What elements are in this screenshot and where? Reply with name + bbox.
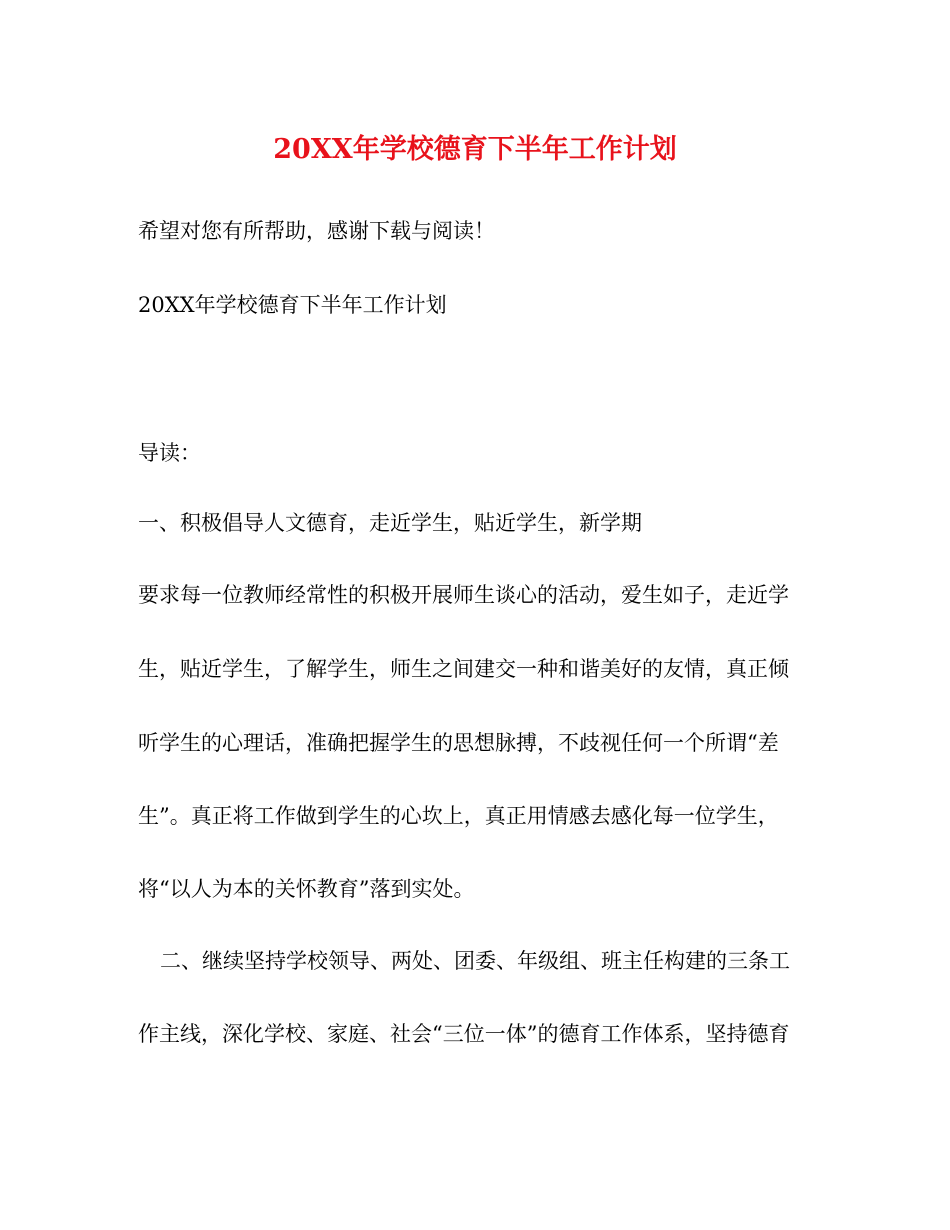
paragraph-line: 生”。真正将工作做到学生的心坎上，真正用情感去感化每一位学生， bbox=[138, 804, 779, 828]
paragraph-line: 听学生的心理话，准确把握学生的思想脉搏，不歧视任何一个所谓“差 bbox=[138, 731, 779, 755]
section-two-heading: 二、继续坚持学校领导、两处、团委、年级组、班主任构建的三条工 bbox=[160, 949, 790, 973]
document-title: 20XX年学校德育下半年工作计划 bbox=[273, 134, 677, 165]
paragraph-line: 作主线，深化学校、家庭、社会“三位一体”的德育工作体系，坚持德育 bbox=[138, 1022, 790, 1046]
intro-thanks-line: 希望对您有所帮助，感谢下载与阅读！ bbox=[138, 219, 495, 243]
paragraph-line: 将“以人为本的关怀教育”落到实处。 bbox=[138, 877, 475, 901]
section-one-heading: 一、积极倡导人文德育，走近学生，贴近学生，新学期 bbox=[138, 511, 642, 535]
paragraph-line: 要求每一位教师经常性的积极开展师生谈心的活动，爱生如子，走近学 bbox=[138, 583, 789, 607]
paragraph-line: 生，贴近学生，了解学生，师生之间建交一种和谐美好的友情，真正倾 bbox=[138, 657, 789, 681]
guide-heading: 导读： bbox=[138, 441, 201, 465]
subtitle-line: 20XX年学校德育下半年工作计划 bbox=[138, 293, 447, 317]
